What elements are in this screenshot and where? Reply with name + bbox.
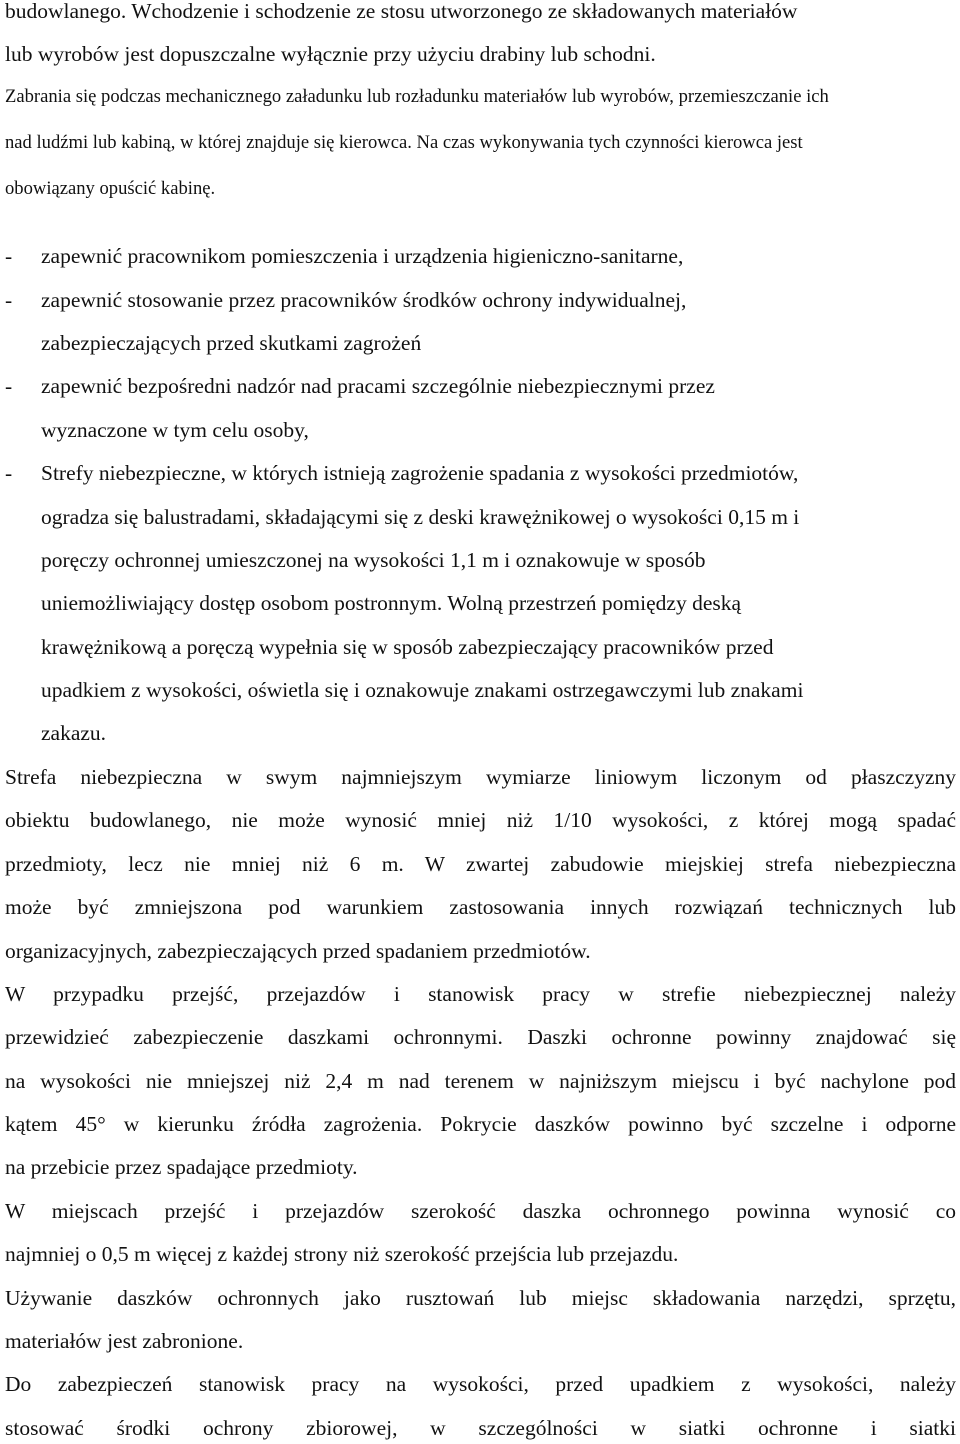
intro-line-5: obowiązany opuścić kabinę. — [5, 178, 216, 199]
paragraph-3-line-1: W miejscach przejść i przejazdów szerokość daszka ochronnego powinna wynosić co — [5, 1199, 956, 1223]
list-item-4-line-5: krawężnikową a poręczą wypełnia się w sposób zabezpieczający pracowników przed — [41, 635, 774, 659]
paragraph-1-line-3: przedmioty, lecz nie mniej niż 6 m. W zwartej zabudowie miejskiej strefa niebezpieczna — [5, 852, 956, 876]
paragraph-2-line-1: W przypadku przejść, przejazdów i stanowisk pracy w strefie niebezpiecznej należy — [5, 982, 956, 1006]
paragraph-3-line-2: najmniej o 0,5 m więcej z każdej strony niż szerokość przejścia lub przejazdu. — [5, 1242, 679, 1266]
paragraph-1-line-5: organizacyjnych, zabezpieczających przed spadaniem przedmiotów. — [5, 939, 591, 963]
list-item-4-line-1: Strefy niebezpieczne, w których istnieją zagrożenie spadania z wysokości przedmiotów, — [41, 461, 799, 485]
list-item-4-line-4: uniemożliwiający dostęp osobom postronnym. Wolną przestrzeń pomiędzy deską — [41, 591, 742, 615]
paragraph-2-line-2: przewidzieć zabezpieczenie daszkami ochronnymi. Daszki ochronne powinny znajdować się — [5, 1025, 956, 1049]
list-item-4-line-7: zakazu. — [41, 721, 107, 745]
intro-line-4: nad ludźmi lub kabiną, w której znajduje się kierowca. Na czas wykonywania tych czynności kierowca jest — [5, 132, 803, 153]
list-item-3-line-1: zapewnić bezpośredni nadzór nad pracami szczególnie niebezpiecznymi przez — [41, 374, 715, 398]
list-marker: - — [5, 288, 13, 312]
paragraph-1-line-1: Strefa niebezpieczna w swym najmniejszym wymiarze liniowym liczonym od płaszczyzny — [5, 765, 956, 789]
paragraph-2-line-4: kątem 45° w kierunku źródła zagrożenia. Pokrycie daszków powinno być szczelne i odporne — [5, 1112, 956, 1136]
intro-line-2: lub wyrobów jest dopuszczalne wyłącznie przy użyciu drabiny lub schodni. — [5, 42, 656, 66]
list-marker: - — [5, 244, 13, 268]
paragraph-4-line-1: Używanie daszków ochronnych jako rusztowań lub miejsc składowania narzędzi, sprzętu, — [5, 1286, 956, 1310]
list-item-4-line-2: ogradza się balustradami, składającymi się z deski krawężnikowej o wysokości 0,15 m i — [41, 505, 800, 529]
list-item-4-line-6: upadkiem z wysokości, oświetla się i oznakowuje znakami ostrzegawczymi lub znakami — [41, 678, 804, 702]
paragraph-4-line-2: materiałów jest zabronione. — [5, 1329, 244, 1353]
intro-line-1: budowlanego. Wchodzenie i schodzenie ze stosu utworzonego ze składowanych materiałów — [5, 0, 798, 23]
paragraph-5-line-2: stosować środki ochrony zbiorowej, w szczególności w siatki ochronne i siatki — [5, 1416, 956, 1440]
paragraph-1-line-4: może być zmniejszona pod warunkiem zastosowania innych rozwiązań technicznych lub — [5, 895, 956, 919]
paragraph-1-line-2: obiektu budowlanego, nie może wynosić mniej niż 1/10 wysokości, z której mogą spadać — [5, 808, 956, 832]
list-item-3-line-2: wyznaczone w tym celu osoby, — [41, 418, 309, 442]
paragraph-2-line-3: na wysokości nie mniejszej niż 2,4 m nad terenem w najniższym miejscu i być nachylone pod — [5, 1069, 956, 1093]
list-marker: - — [5, 461, 13, 485]
paragraph-2-line-5: na przebicie przez spadające przedmioty. — [5, 1155, 358, 1179]
list-item-4-line-3: poręczy ochronnej umieszczonej na wysokości 1,1 m i oznakowuje w sposób — [41, 548, 706, 572]
list-marker: - — [5, 374, 13, 398]
paragraph-5-line-1: Do zabezpieczeń stanowisk pracy na wysokości, przed upadkiem z wysokości, należy — [5, 1372, 956, 1396]
intro-line-3: Zabrania się podczas mechanicznego załadunku lub rozładunku materiałów lub wyrobów, przemieszczanie ich — [5, 86, 829, 107]
list-item-1-line-1: zapewnić pracownikom pomieszczenia i urządzenia higieniczno-sanitarne, — [41, 244, 684, 268]
list-item-2-line-1: zapewnić stosowanie przez pracowników środków ochrony indywidualnej, — [41, 288, 687, 312]
list-item-2-line-2: zabezpieczających przed skutkami zagrożeń — [41, 331, 422, 355]
